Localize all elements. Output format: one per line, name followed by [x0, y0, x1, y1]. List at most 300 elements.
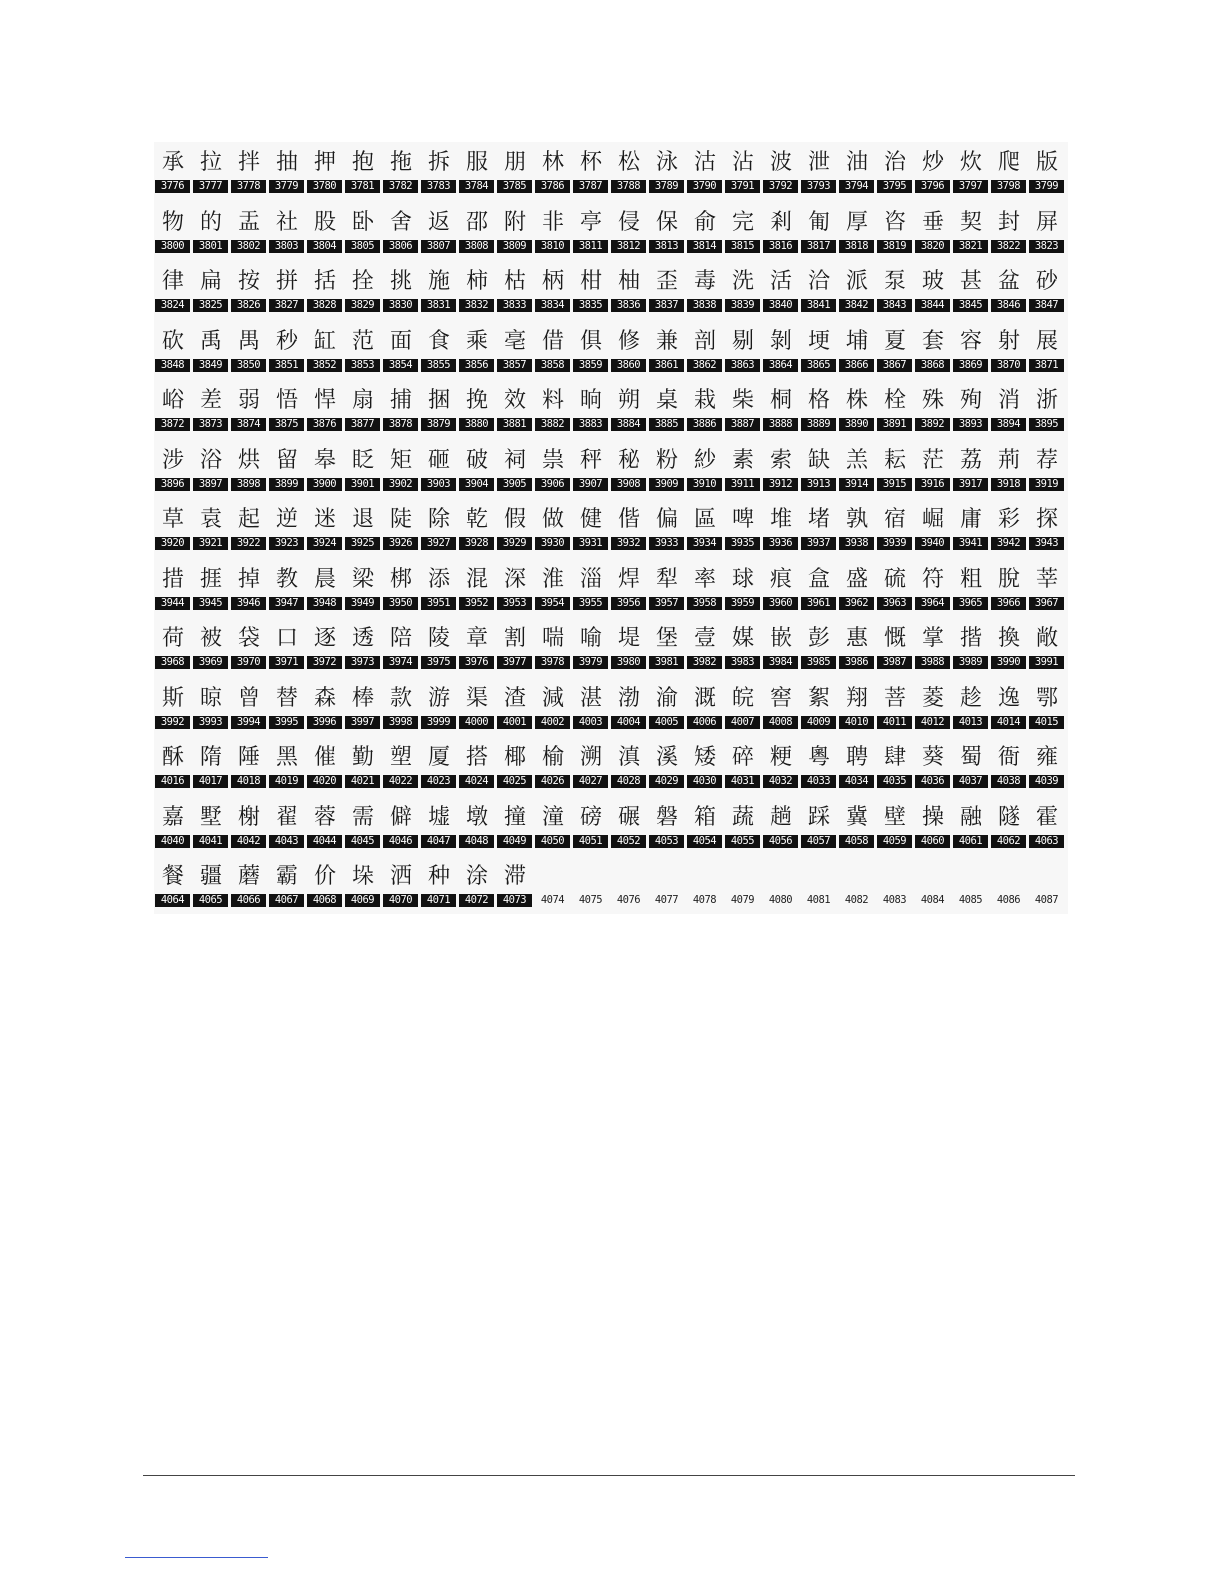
char-glyph: 剝: [769, 328, 792, 354]
char-glyph: 措: [161, 566, 184, 592]
char-cell: [876, 678, 914, 738]
char-code: 3962: [839, 597, 874, 610]
char-code: 3868: [915, 359, 950, 372]
char-cell: [458, 321, 496, 381]
char-code: 4087: [1034, 894, 1059, 906]
char-cell: [686, 678, 724, 738]
char-glyph: 滇: [617, 745, 640, 770]
char-code: 3973: [345, 656, 380, 669]
char-code: 3971: [269, 656, 304, 669]
char-code: 3983: [725, 656, 760, 669]
char-glyph: 社: [275, 209, 298, 235]
char-code: 3841: [801, 299, 836, 312]
char-cell: [610, 678, 648, 738]
char-glyph: 袁: [199, 507, 222, 532]
char-cell: [648, 202, 686, 262]
char-cell: [838, 380, 876, 440]
char-glyph: 黑: [275, 745, 298, 770]
char-code: 4032: [763, 775, 798, 788]
char-code: 3847: [1029, 299, 1064, 312]
char-glyph: 矮: [693, 745, 716, 770]
char-cell: [382, 678, 420, 738]
char-cell: [534, 321, 572, 381]
char-code: 3939: [877, 537, 912, 550]
char-glyph: 修: [617, 328, 640, 354]
char-cell: [914, 321, 952, 381]
char-glyph: 拌: [237, 150, 260, 175]
char-glyph: 拴: [351, 269, 374, 294]
char-glyph: 潼: [541, 804, 564, 830]
char-glyph: 洽: [807, 269, 830, 294]
char-cell: [458, 380, 496, 440]
char-code: 3993: [193, 716, 228, 729]
char-code: 3949: [345, 597, 380, 610]
char-code: 3879: [421, 418, 456, 431]
char-glyph: 版: [1035, 150, 1058, 175]
char-glyph: 晌: [579, 388, 602, 413]
char-cell: [686, 737, 724, 797]
char-code: 3936: [763, 537, 798, 550]
char-cell: [838, 202, 876, 262]
char-glyph: 疆: [199, 864, 222, 889]
char-cell: [458, 142, 496, 202]
char-glyph: 朋: [503, 150, 526, 175]
char-code: 3792: [763, 180, 798, 193]
char-glyph: 侵: [617, 209, 640, 235]
char-glyph: 渝: [655, 685, 678, 711]
char-cell: [800, 856, 838, 916]
char-glyph: 盂: [237, 209, 260, 235]
char-cell: [800, 380, 838, 440]
char-cell: [648, 559, 686, 619]
char-code: 3994: [231, 716, 266, 729]
char-cell: [268, 797, 306, 857]
char-cell: [154, 618, 192, 678]
char-cell: [230, 856, 268, 916]
char-glyph: 堵: [807, 507, 830, 532]
char-cell: [496, 380, 534, 440]
char-code: 3793: [801, 180, 836, 193]
char-glyph: 掉: [237, 566, 260, 592]
char-cell: [458, 737, 496, 797]
char-code: 3829: [345, 299, 380, 312]
char-code: 3898: [231, 478, 266, 491]
char-code: 4016: [155, 775, 190, 788]
char-code: 4071: [421, 894, 456, 907]
char-glyph: 粳: [769, 745, 792, 770]
char-cell: [648, 618, 686, 678]
char-code: 3919: [1029, 478, 1064, 491]
char-code: 3982: [687, 656, 722, 669]
char-code: 4029: [649, 775, 684, 788]
char-cell: [1028, 321, 1066, 381]
char-code: 3820: [915, 240, 950, 253]
char-cell: [306, 321, 344, 381]
char-code: 4083: [882, 894, 907, 906]
char-code: 3862: [687, 359, 722, 372]
char-cell: [154, 856, 192, 916]
char-glyph: 容: [959, 328, 982, 354]
char-cell: [496, 678, 534, 738]
char-cell: [762, 678, 800, 738]
char-glyph: 悟: [275, 388, 298, 413]
char-code: 3861: [649, 359, 684, 372]
char-glyph: 透: [351, 626, 374, 651]
char-code: 3814: [687, 240, 722, 253]
char-code: 4021: [345, 775, 380, 788]
char-glyph: 偕: [617, 507, 640, 532]
char-glyph: 匍: [807, 209, 830, 235]
char-cell: [800, 440, 838, 500]
char-cell: [344, 142, 382, 202]
char-cell: [496, 618, 534, 678]
char-code: 3874: [231, 418, 266, 431]
char-glyph: 袋: [237, 626, 260, 651]
char-code: 3974: [383, 656, 418, 669]
char-glyph: 剔: [731, 328, 754, 354]
char-code: 4004: [611, 716, 646, 729]
char-cell: [800, 737, 838, 797]
char-cell: [876, 559, 914, 619]
char-glyph: 壁: [883, 804, 906, 830]
char-code: 3882: [535, 418, 570, 431]
char-cell: [762, 440, 800, 500]
char-code: 3975: [421, 656, 456, 669]
char-glyph: 亳: [503, 328, 526, 354]
char-glyph: 替: [275, 685, 298, 711]
char-cell: [876, 261, 914, 321]
char-cell: [952, 499, 990, 559]
char-glyph: 區: [693, 507, 716, 532]
char-code: 3987: [877, 656, 912, 669]
char-glyph: 球: [731, 566, 754, 592]
char-code: 3969: [193, 656, 228, 669]
char-glyph: 墅: [199, 804, 222, 830]
char-code: 4069: [345, 894, 380, 907]
char-cell: [572, 737, 610, 797]
char-code: 3930: [535, 537, 570, 550]
char-glyph: 抽: [275, 150, 298, 175]
char-code: 4012: [915, 716, 950, 729]
char-cell: [610, 380, 648, 440]
char-code: 3889: [801, 418, 836, 431]
char-glyph: 蔬: [731, 804, 754, 830]
char-cell: [648, 380, 686, 440]
char-code: 3985: [801, 656, 836, 669]
char-code: 3795: [877, 180, 912, 193]
char-code: 3856: [459, 359, 494, 372]
char-glyph: 犁: [655, 566, 678, 592]
char-code: 3881: [497, 418, 532, 431]
char-glyph: 舍: [389, 209, 412, 235]
char-glyph: 砸: [427, 447, 450, 473]
char-cell: [800, 797, 838, 857]
char-cell: [344, 261, 382, 321]
char-code: 4033: [801, 775, 836, 788]
char-cell: [1028, 142, 1066, 202]
char-code: 3860: [611, 359, 646, 372]
char-code: 4068: [307, 894, 342, 907]
char-code: 3895: [1029, 418, 1064, 431]
char-glyph: 羔: [845, 447, 868, 473]
char-code: 4031: [725, 775, 760, 788]
char-cell: [686, 559, 724, 619]
char-glyph: 涉: [161, 447, 184, 473]
char-cell: [192, 380, 230, 440]
char-cell: [458, 856, 496, 916]
char-cell: [838, 618, 876, 678]
char-glyph: 退: [351, 507, 374, 532]
char-cell: [572, 440, 610, 500]
char-code: 4019: [269, 775, 304, 788]
char-cell: [268, 321, 306, 381]
char-cell: [306, 618, 344, 678]
char-code: 4041: [193, 835, 228, 848]
char-cell: [990, 202, 1028, 262]
char-cell: [990, 678, 1028, 738]
char-code: 3958: [687, 597, 722, 610]
char-cell: [572, 559, 610, 619]
char-glyph: 邵: [465, 209, 488, 235]
char-cell: [762, 499, 800, 559]
char-glyph: 晨: [313, 566, 336, 592]
char-code: 3866: [839, 359, 874, 372]
char-glyph: 耘: [883, 447, 906, 473]
char-code: 4017: [193, 775, 228, 788]
char-glyph: 喻: [579, 626, 602, 651]
char-glyph: 油: [845, 150, 868, 175]
char-cell: [344, 380, 382, 440]
char-glyph: 面: [389, 328, 412, 354]
char-code: 4008: [763, 716, 798, 729]
char-code: 3815: [725, 240, 760, 253]
char-code: 3905: [497, 478, 532, 491]
char-glyph: 墟: [427, 804, 450, 830]
char-glyph: 款: [389, 685, 412, 711]
char-code: 3803: [269, 240, 304, 253]
char-cell: [838, 321, 876, 381]
char-cell: [572, 499, 610, 559]
char-glyph: 酥: [161, 745, 184, 770]
char-cell: [268, 618, 306, 678]
char-cell: [762, 202, 800, 262]
char-glyph: 按: [237, 269, 260, 294]
char-code: 3855: [421, 359, 456, 372]
char-code: 3840: [763, 299, 798, 312]
char-cell: [648, 678, 686, 738]
char-glyph: 除: [427, 507, 450, 532]
char-cell: [192, 261, 230, 321]
char-cell: [952, 202, 990, 262]
char-glyph: 粵: [807, 745, 830, 770]
char-glyph: 撞: [503, 804, 526, 830]
char-code: 4053: [649, 835, 684, 848]
char-code: 3957: [649, 597, 684, 610]
char-code: 4002: [535, 716, 570, 729]
char-code: 3984: [763, 656, 798, 669]
char-cell: [192, 856, 230, 916]
char-glyph: 抱: [351, 150, 374, 175]
char-code: 3776: [155, 180, 190, 193]
char-code: 3988: [915, 656, 950, 669]
char-cell: [230, 321, 268, 381]
char-glyph: 庸: [959, 507, 982, 532]
char-cell: [572, 678, 610, 738]
char-cell: [648, 737, 686, 797]
char-cell: [724, 559, 762, 619]
char-glyph: 啤: [731, 507, 754, 532]
char-code: 3911: [725, 478, 760, 491]
char-cell: [420, 737, 458, 797]
char-code: 4055: [725, 835, 760, 848]
char-glyph: 敞: [1035, 626, 1058, 651]
char-glyph: 渠: [465, 685, 488, 711]
char-code: 3886: [687, 418, 722, 431]
char-code: 3908: [611, 478, 646, 491]
char-glyph: 探: [1035, 507, 1058, 532]
char-cell: [420, 440, 458, 500]
char-code: 3785: [497, 180, 532, 193]
char-glyph: 服: [465, 150, 488, 175]
char-glyph: 泵: [883, 269, 906, 294]
char-code: 3876: [307, 418, 342, 431]
char-glyph: 宿: [883, 507, 906, 532]
char-cell: [686, 142, 724, 202]
char-cell: [420, 142, 458, 202]
char-glyph: 埂: [807, 328, 830, 354]
char-cell: [648, 142, 686, 202]
char-code: 3816: [763, 240, 798, 253]
char-glyph: 粗: [959, 566, 982, 592]
char-code: 4011: [877, 716, 912, 729]
char-glyph: 梆: [389, 566, 412, 592]
char-cell: [268, 559, 306, 619]
char-code: 3977: [497, 656, 532, 669]
char-glyph: 砍: [161, 328, 184, 354]
char-glyph: 鄂: [1035, 685, 1058, 711]
char-code: 3843: [877, 299, 912, 312]
char-code: 3807: [421, 240, 456, 253]
char-glyph: 絮: [807, 685, 830, 711]
char-glyph: 莘: [1035, 566, 1058, 592]
char-glyph: 添: [427, 566, 450, 592]
char-cell: [914, 202, 952, 262]
char-code: 3819: [877, 240, 912, 253]
char-glyph: 沽: [693, 150, 716, 175]
char-glyph: 菱: [921, 685, 944, 711]
char-glyph: 被: [199, 626, 222, 651]
char-cell: [876, 499, 914, 559]
char-glyph: 嵌: [769, 626, 792, 651]
char-cell: [230, 202, 268, 262]
char-glyph: 朔: [617, 388, 640, 413]
char-code: 3809: [497, 240, 532, 253]
char-cell: [344, 440, 382, 500]
char-glyph: 剖: [693, 328, 716, 354]
char-cell: [610, 321, 648, 381]
char-glyph: 挑: [389, 269, 412, 294]
char-glyph: 荐: [1035, 447, 1058, 473]
char-glyph: 种: [427, 864, 450, 889]
char-glyph: 捆: [427, 388, 450, 413]
char-cell: [382, 380, 420, 440]
char-code: 3893: [953, 418, 988, 431]
char-code: 4000: [459, 716, 494, 729]
char-code: 3918: [991, 478, 1026, 491]
char-cell: [876, 440, 914, 500]
char-cell: [572, 202, 610, 262]
char-code: 3900: [307, 478, 342, 491]
char-glyph: 拉: [199, 150, 222, 175]
char-glyph: 陪: [389, 626, 412, 651]
char-code: 3790: [687, 180, 722, 193]
char-glyph: 垂: [921, 209, 944, 235]
char-cell: [344, 321, 382, 381]
char-cell: [382, 797, 420, 857]
char-code: 4014: [991, 716, 1026, 729]
char-code: 3928: [459, 537, 494, 550]
char-cell: [686, 440, 724, 500]
char-code: 4056: [763, 835, 798, 848]
char-cell: [192, 202, 230, 262]
char-code: 3835: [573, 299, 608, 312]
char-glyph: 紗: [693, 447, 716, 473]
char-code: 3978: [535, 656, 570, 669]
char-cell: [686, 499, 724, 559]
char-cell: [800, 142, 838, 202]
char-glyph: 脫: [997, 566, 1020, 592]
char-code: 3813: [649, 240, 684, 253]
char-cell: [1028, 618, 1066, 678]
char-code: 3943: [1029, 537, 1064, 550]
char-code: 3812: [611, 240, 646, 253]
char-glyph: 箱: [693, 804, 716, 830]
char-glyph: 衙: [997, 745, 1020, 770]
char-code: 3896: [155, 478, 190, 491]
char-cell: [610, 797, 648, 857]
char-code: 3836: [611, 299, 646, 312]
char-glyph: 揩: [959, 626, 982, 651]
char-code: 4060: [915, 835, 950, 848]
char-code: 3989: [953, 656, 988, 669]
char-code: 4007: [725, 716, 760, 729]
char-code: 4067: [269, 894, 304, 907]
char-code: 4030: [687, 775, 722, 788]
char-cell: [686, 797, 724, 857]
char-glyph: 霸: [275, 864, 298, 889]
char-glyph: 秘: [617, 447, 640, 473]
char-code: 3927: [421, 537, 456, 550]
char-code: 3888: [763, 418, 798, 431]
char-code: 4035: [877, 775, 912, 788]
char-cell: [496, 321, 534, 381]
char-glyph: 假: [503, 507, 526, 532]
char-glyph: 食: [427, 328, 450, 354]
char-cell: [230, 440, 268, 500]
char-code: 3831: [421, 299, 456, 312]
char-code: 3848: [155, 359, 190, 372]
char-code: 4020: [307, 775, 342, 788]
char-glyph: 乘: [465, 328, 488, 354]
char-code: 3937: [801, 537, 836, 550]
char-code: 3782: [383, 180, 418, 193]
char-cell: [762, 618, 800, 678]
char-code: 3877: [345, 418, 380, 431]
char-cell: [990, 142, 1028, 202]
char-cell: [344, 499, 382, 559]
char-code: 3951: [421, 597, 456, 610]
char-code: 4075: [578, 894, 603, 906]
